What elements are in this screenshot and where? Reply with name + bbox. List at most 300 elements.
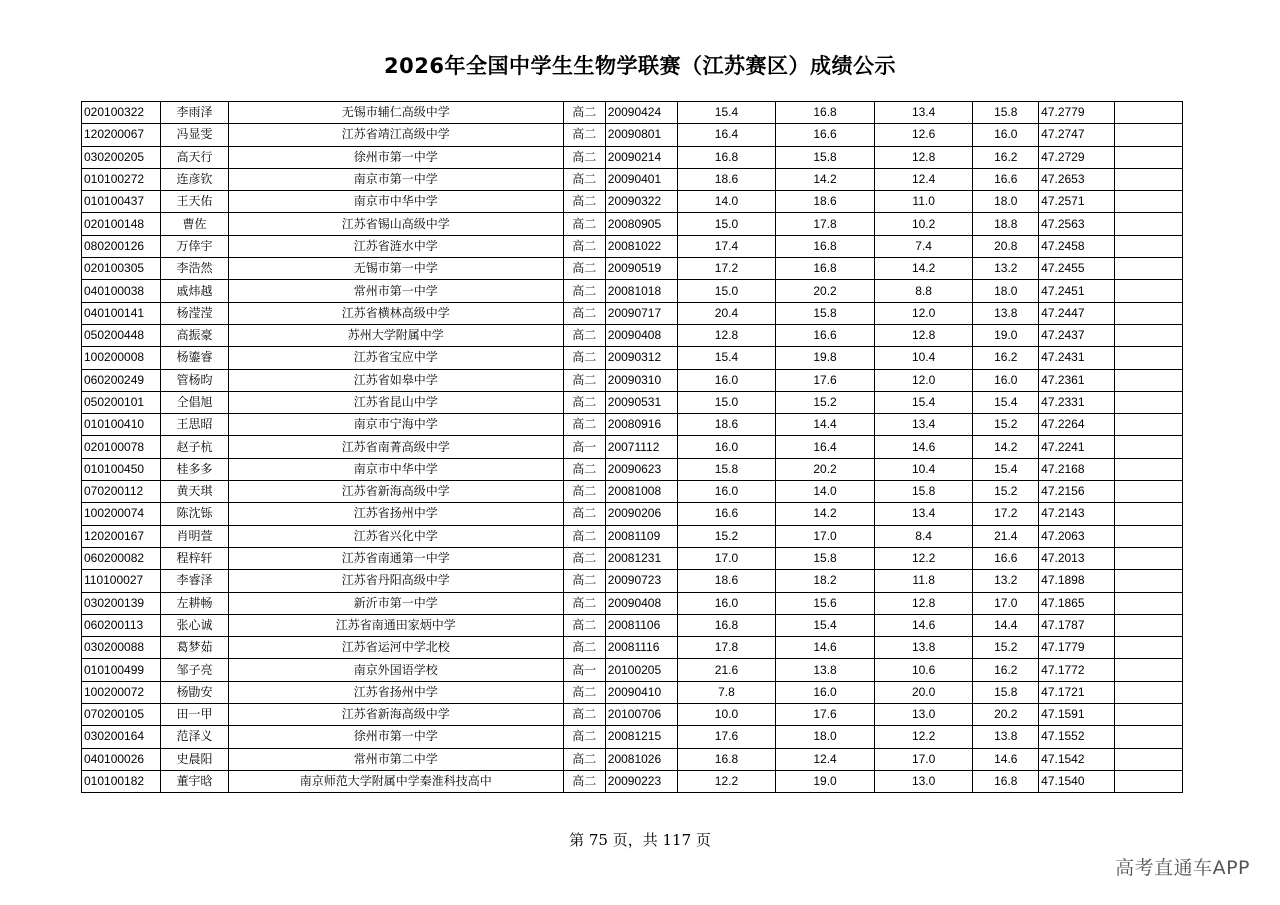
- score-3-cell: 14.6: [874, 614, 973, 636]
- table-row: [82, 614, 1183, 636]
- total-score-cell: 47.2729: [1039, 146, 1115, 168]
- score-1-cell: 17.8: [677, 637, 776, 659]
- exam-id-cell: 040100038: [82, 280, 161, 302]
- remark-cell: [1115, 324, 1183, 346]
- score-4-cell: 16.2: [973, 347, 1039, 369]
- total-score-cell: 47.1772: [1039, 659, 1115, 681]
- score-3-cell: 8.4: [874, 525, 973, 547]
- score-3-cell: 12.8: [874, 592, 973, 614]
- score-4-cell: 16.6: [973, 547, 1039, 569]
- remark-cell: [1115, 592, 1183, 614]
- score-1-cell: 20.4: [677, 302, 776, 324]
- exam-id-cell: 050200101: [82, 391, 161, 413]
- remark-cell: [1115, 302, 1183, 324]
- exam-id-cell: 100200074: [82, 503, 161, 525]
- score-2-cell: 16.0: [776, 681, 875, 703]
- table-row: [82, 748, 1183, 770]
- school-cell: 江苏省南通第一中学: [228, 547, 563, 569]
- remark-cell: [1115, 102, 1183, 124]
- score-3-cell: 12.0: [874, 369, 973, 391]
- birth-date-cell: 20090410: [605, 681, 677, 703]
- score-3-cell: 15.4: [874, 391, 973, 413]
- remark-cell: [1115, 458, 1183, 480]
- score-1-cell: 12.8: [677, 324, 776, 346]
- total-score-cell: 47.2437: [1039, 324, 1115, 346]
- total-score-cell: 47.1721: [1039, 681, 1115, 703]
- table-row: [82, 458, 1183, 480]
- score-2-cell: 17.0: [776, 525, 875, 547]
- score-1-cell: 16.8: [677, 614, 776, 636]
- score-2-cell: 16.8: [776, 235, 875, 257]
- score-1-cell: 16.6: [677, 503, 776, 525]
- exam-id-cell: 060200082: [82, 547, 161, 569]
- total-score-cell: 47.2063: [1039, 525, 1115, 547]
- score-3-cell: 7.4: [874, 235, 973, 257]
- table-row: [82, 547, 1183, 569]
- score-2-cell: 18.0: [776, 726, 875, 748]
- score-1-cell: 16.0: [677, 369, 776, 391]
- birth-date-cell: 20081109: [605, 525, 677, 547]
- score-4-cell: 18.0: [973, 280, 1039, 302]
- score-2-cell: 20.2: [776, 458, 875, 480]
- grade-cell: 高一: [563, 659, 605, 681]
- student-name-cell: 王天佑: [161, 191, 229, 213]
- score-4-cell: 14.4: [973, 614, 1039, 636]
- score-1-cell: 17.6: [677, 726, 776, 748]
- total-score-cell: 47.2241: [1039, 436, 1115, 458]
- birth-date-cell: 20081018: [605, 280, 677, 302]
- score-3-cell: 13.8: [874, 637, 973, 659]
- remark-cell: [1115, 547, 1183, 569]
- student-name-cell: 肖明萱: [161, 525, 229, 547]
- school-cell: 江苏省扬州中学: [228, 503, 563, 525]
- grade-cell: 高二: [563, 525, 605, 547]
- total-score-cell: 47.2431: [1039, 347, 1115, 369]
- score-4-cell: 17.0: [973, 592, 1039, 614]
- score-2-cell: 16.4: [776, 436, 875, 458]
- score-2-cell: 18.2: [776, 570, 875, 592]
- grade-cell: 高二: [563, 748, 605, 770]
- exam-id-cell: 040100141: [82, 302, 161, 324]
- remark-cell: [1115, 704, 1183, 726]
- grade-cell: 高二: [563, 681, 605, 703]
- table-row: [82, 191, 1183, 213]
- school-cell: 江苏省运河中学北校: [228, 637, 563, 659]
- results-table-body: [82, 102, 1183, 793]
- score-4-cell: 14.6: [973, 748, 1039, 770]
- score-1-cell: 10.0: [677, 704, 776, 726]
- score-1-cell: 17.2: [677, 258, 776, 280]
- table-row: [82, 570, 1183, 592]
- student-name-cell: 万倖宇: [161, 235, 229, 257]
- school-cell: 南京师范大学附属中学秦淮科技高中: [228, 770, 563, 792]
- birth-date-cell: 20090408: [605, 592, 677, 614]
- remark-cell: [1115, 146, 1183, 168]
- table-row: [82, 704, 1183, 726]
- score-2-cell: 14.4: [776, 414, 875, 436]
- exam-id-cell: 060200249: [82, 369, 161, 391]
- birth-date-cell: 20090206: [605, 503, 677, 525]
- grade-cell: 高二: [563, 481, 605, 503]
- total-score-cell: 47.2156: [1039, 481, 1115, 503]
- score-3-cell: 12.2: [874, 547, 973, 569]
- exam-id-cell: 030200139: [82, 592, 161, 614]
- remark-cell: [1115, 637, 1183, 659]
- table-row: [82, 324, 1183, 346]
- remark-cell: [1115, 436, 1183, 458]
- student-name-cell: 李睿泽: [161, 570, 229, 592]
- school-cell: 江苏省南菁高级中学: [228, 436, 563, 458]
- app-watermark: 高考直通车APP: [1115, 857, 1250, 879]
- birth-date-cell: 20090424: [605, 102, 677, 124]
- school-cell: 南京市中华中学: [228, 458, 563, 480]
- score-2-cell: 15.8: [776, 302, 875, 324]
- grade-cell: 高二: [563, 592, 605, 614]
- student-name-cell: 高天行: [161, 146, 229, 168]
- total-score-cell: 47.1591: [1039, 704, 1115, 726]
- score-2-cell: 16.8: [776, 102, 875, 124]
- exam-id-cell: 070200105: [82, 704, 161, 726]
- table-row: [82, 770, 1183, 792]
- total-score-cell: 47.1779: [1039, 637, 1115, 659]
- score-4-cell: 15.2: [973, 414, 1039, 436]
- student-name-cell: 葛梦茹: [161, 637, 229, 659]
- remark-cell: [1115, 124, 1183, 146]
- school-cell: 江苏省丹阳高级中学: [228, 570, 563, 592]
- remark-cell: [1115, 391, 1183, 413]
- remark-cell: [1115, 369, 1183, 391]
- score-1-cell: 15.4: [677, 347, 776, 369]
- score-3-cell: 8.8: [874, 280, 973, 302]
- exam-id-cell: 110100027: [82, 570, 161, 592]
- score-3-cell: 10.4: [874, 458, 973, 480]
- table-row: [82, 280, 1183, 302]
- table-row: [82, 235, 1183, 257]
- grade-cell: 高二: [563, 168, 605, 190]
- score-2-cell: 14.2: [776, 503, 875, 525]
- remark-cell: [1115, 681, 1183, 703]
- score-2-cell: 19.8: [776, 347, 875, 369]
- results-table: [81, 101, 1183, 793]
- exam-id-cell: 060200113: [82, 614, 161, 636]
- student-name-cell: 史晨阳: [161, 748, 229, 770]
- student-name-cell: 董宇晗: [161, 770, 229, 792]
- score-2-cell: 15.8: [776, 547, 875, 569]
- total-score-cell: 47.2168: [1039, 458, 1115, 480]
- score-3-cell: 10.2: [874, 213, 973, 235]
- exam-id-cell: 040100026: [82, 748, 161, 770]
- birth-date-cell: 20090623: [605, 458, 677, 480]
- table-row: [82, 213, 1183, 235]
- score-2-cell: 17.6: [776, 369, 875, 391]
- school-cell: 南京外国语学校: [228, 659, 563, 681]
- grade-cell: 高二: [563, 369, 605, 391]
- exam-id-cell: 020100322: [82, 102, 161, 124]
- student-name-cell: 桂多多: [161, 458, 229, 480]
- exam-id-cell: 080200126: [82, 235, 161, 257]
- student-name-cell: 杨勖安: [161, 681, 229, 703]
- total-score-cell: 47.2455: [1039, 258, 1115, 280]
- total-score-cell: 47.2143: [1039, 503, 1115, 525]
- total-score-cell: 47.1552: [1039, 726, 1115, 748]
- table-row: [82, 592, 1183, 614]
- score-3-cell: 12.6: [874, 124, 973, 146]
- score-4-cell: 16.0: [973, 369, 1039, 391]
- score-3-cell: 11.0: [874, 191, 973, 213]
- school-cell: 徐州市第一中学: [228, 146, 563, 168]
- score-1-cell: 14.0: [677, 191, 776, 213]
- remark-cell: [1115, 503, 1183, 525]
- student-name-cell: 黄天琪: [161, 481, 229, 503]
- total-score-cell: 47.2571: [1039, 191, 1115, 213]
- school-cell: 常州市第一中学: [228, 280, 563, 302]
- exam-id-cell: 010100450: [82, 458, 161, 480]
- table-row: [82, 258, 1183, 280]
- exam-id-cell: 030200164: [82, 726, 161, 748]
- score-2-cell: 15.4: [776, 614, 875, 636]
- score-2-cell: 15.6: [776, 592, 875, 614]
- table-row: [82, 637, 1183, 659]
- grade-cell: 高二: [563, 503, 605, 525]
- total-score-cell: 47.2563: [1039, 213, 1115, 235]
- page-title: 2026年全国中学生生物学联赛（江苏赛区）成绩公示: [384, 54, 896, 78]
- student-name-cell: 邹子亮: [161, 659, 229, 681]
- remark-cell: [1115, 748, 1183, 770]
- score-1-cell: 16.0: [677, 481, 776, 503]
- school-cell: 江苏省新海高级中学: [228, 481, 563, 503]
- remark-cell: [1115, 726, 1183, 748]
- score-4-cell: 13.2: [973, 258, 1039, 280]
- score-3-cell: 12.8: [874, 146, 973, 168]
- birth-date-cell: 20090214: [605, 146, 677, 168]
- school-cell: 江苏省横林高级中学: [228, 302, 563, 324]
- remark-cell: [1115, 770, 1183, 792]
- birth-date-cell: 20081215: [605, 726, 677, 748]
- score-4-cell: 19.0: [973, 324, 1039, 346]
- table-row: [82, 102, 1183, 124]
- exam-id-cell: 070200112: [82, 481, 161, 503]
- table-row: [82, 481, 1183, 503]
- total-score-cell: 47.2747: [1039, 124, 1115, 146]
- birth-date-cell: 20090401: [605, 168, 677, 190]
- score-2-cell: 16.8: [776, 258, 875, 280]
- score-2-cell: 16.6: [776, 124, 875, 146]
- remark-cell: [1115, 258, 1183, 280]
- score-4-cell: 16.0: [973, 124, 1039, 146]
- total-score-cell: 47.1865: [1039, 592, 1115, 614]
- total-score-cell: 47.2779: [1039, 102, 1115, 124]
- table-row: [82, 302, 1183, 324]
- score-4-cell: 16.8: [973, 770, 1039, 792]
- total-score-cell: 47.2264: [1039, 414, 1115, 436]
- student-name-cell: 范泽义: [161, 726, 229, 748]
- exam-id-cell: 020100305: [82, 258, 161, 280]
- score-4-cell: 13.8: [973, 302, 1039, 324]
- school-cell: 无锡市辅仁高级中学: [228, 102, 563, 124]
- grade-cell: 高二: [563, 124, 605, 146]
- table-row: [82, 436, 1183, 458]
- remark-cell: [1115, 191, 1183, 213]
- score-1-cell: 16.8: [677, 146, 776, 168]
- score-3-cell: 20.0: [874, 681, 973, 703]
- student-name-cell: 连彦钦: [161, 168, 229, 190]
- score-4-cell: 16.2: [973, 659, 1039, 681]
- student-name-cell: 曹佐: [161, 213, 229, 235]
- score-3-cell: 12.0: [874, 302, 973, 324]
- grade-cell: 高二: [563, 302, 605, 324]
- exam-id-cell: 010100272: [82, 168, 161, 190]
- remark-cell: [1115, 168, 1183, 190]
- school-cell: 江苏省涟水中学: [228, 235, 563, 257]
- grade-cell: 高二: [563, 637, 605, 659]
- birth-date-cell: 20090723: [605, 570, 677, 592]
- student-name-cell: 杨滢滢: [161, 302, 229, 324]
- grade-cell: 高二: [563, 235, 605, 257]
- exam-id-cell: 120200167: [82, 525, 161, 547]
- score-1-cell: 17.0: [677, 547, 776, 569]
- remark-cell: [1115, 614, 1183, 636]
- score-2-cell: 16.6: [776, 324, 875, 346]
- score-1-cell: 16.4: [677, 124, 776, 146]
- score-1-cell: 16.0: [677, 436, 776, 458]
- total-score-cell: 47.1898: [1039, 570, 1115, 592]
- score-3-cell: 13.4: [874, 414, 973, 436]
- birth-date-cell: 20090519: [605, 258, 677, 280]
- grade-cell: 高二: [563, 414, 605, 436]
- score-3-cell: 12.4: [874, 168, 973, 190]
- birth-date-cell: 20090801: [605, 124, 677, 146]
- score-1-cell: 15.0: [677, 280, 776, 302]
- score-2-cell: 14.0: [776, 481, 875, 503]
- school-cell: 新沂市第一中学: [228, 592, 563, 614]
- grade-cell: 高二: [563, 146, 605, 168]
- score-3-cell: 10.4: [874, 347, 973, 369]
- score-2-cell: 15.8: [776, 146, 875, 168]
- school-cell: 江苏省如皋中学: [228, 369, 563, 391]
- total-score-cell: 47.1542: [1039, 748, 1115, 770]
- birth-date-cell: 20090322: [605, 191, 677, 213]
- grade-cell: 高二: [563, 614, 605, 636]
- remark-cell: [1115, 525, 1183, 547]
- score-3-cell: 12.2: [874, 726, 973, 748]
- score-3-cell: 14.2: [874, 258, 973, 280]
- school-cell: 江苏省南通田家炳中学: [228, 614, 563, 636]
- birth-date-cell: 20081106: [605, 614, 677, 636]
- birth-date-cell: 20100706: [605, 704, 677, 726]
- score-2-cell: 17.6: [776, 704, 875, 726]
- table-row: [82, 347, 1183, 369]
- score-4-cell: 21.4: [973, 525, 1039, 547]
- score-3-cell: 15.8: [874, 481, 973, 503]
- score-2-cell: 20.2: [776, 280, 875, 302]
- score-4-cell: 18.0: [973, 191, 1039, 213]
- exam-id-cell: 030200205: [82, 146, 161, 168]
- grade-cell: 高一: [563, 436, 605, 458]
- remark-cell: [1115, 659, 1183, 681]
- table-row: [82, 391, 1183, 413]
- score-3-cell: 13.4: [874, 102, 973, 124]
- score-3-cell: 13.4: [874, 503, 973, 525]
- exam-id-cell: 100200072: [82, 681, 161, 703]
- birth-date-cell: 20090717: [605, 302, 677, 324]
- student-name-cell: 戚炜越: [161, 280, 229, 302]
- student-name-cell: 田一甲: [161, 704, 229, 726]
- birth-date-cell: 20090408: [605, 324, 677, 346]
- score-1-cell: 18.6: [677, 168, 776, 190]
- student-name-cell: 陈沈铄: [161, 503, 229, 525]
- score-3-cell: 10.6: [874, 659, 973, 681]
- school-cell: 南京市第一中学: [228, 168, 563, 190]
- student-name-cell: 李浩然: [161, 258, 229, 280]
- exam-id-cell: 010100437: [82, 191, 161, 213]
- exam-id-cell: 030200088: [82, 637, 161, 659]
- student-name-cell: 赵子杭: [161, 436, 229, 458]
- grade-cell: 高二: [563, 704, 605, 726]
- birth-date-cell: 20100205: [605, 659, 677, 681]
- score-1-cell: 15.8: [677, 458, 776, 480]
- birth-date-cell: 20081022: [605, 235, 677, 257]
- score-2-cell: 19.0: [776, 770, 875, 792]
- score-1-cell: 18.6: [677, 414, 776, 436]
- grade-cell: 高二: [563, 280, 605, 302]
- score-1-cell: 15.0: [677, 391, 776, 413]
- score-4-cell: 18.8: [973, 213, 1039, 235]
- score-2-cell: 13.8: [776, 659, 875, 681]
- birth-date-cell: 20081231: [605, 547, 677, 569]
- school-cell: 江苏省扬州中学: [228, 681, 563, 703]
- remark-cell: [1115, 481, 1183, 503]
- total-score-cell: 47.1540: [1039, 770, 1115, 792]
- score-4-cell: 15.4: [973, 458, 1039, 480]
- grade-cell: 高二: [563, 391, 605, 413]
- score-1-cell: 17.4: [677, 235, 776, 257]
- score-2-cell: 17.8: [776, 213, 875, 235]
- score-1-cell: 15.0: [677, 213, 776, 235]
- score-1-cell: 12.2: [677, 770, 776, 792]
- birth-date-cell: 20081116: [605, 637, 677, 659]
- score-2-cell: 15.2: [776, 391, 875, 413]
- total-score-cell: 47.2653: [1039, 168, 1115, 190]
- score-1-cell: 21.6: [677, 659, 776, 681]
- score-1-cell: 16.8: [677, 748, 776, 770]
- score-4-cell: 20.2: [973, 704, 1039, 726]
- score-3-cell: 14.6: [874, 436, 973, 458]
- student-name-cell: 冯显雯: [161, 124, 229, 146]
- exam-id-cell: 010100499: [82, 659, 161, 681]
- score-2-cell: 14.6: [776, 637, 875, 659]
- exam-id-cell: 010100182: [82, 770, 161, 792]
- total-score-cell: 47.2447: [1039, 302, 1115, 324]
- score-3-cell: 12.8: [874, 324, 973, 346]
- exam-id-cell: 100200008: [82, 347, 161, 369]
- grade-cell: 高二: [563, 770, 605, 792]
- exam-id-cell: 010100410: [82, 414, 161, 436]
- grade-cell: 高二: [563, 458, 605, 480]
- grade-cell: 高二: [563, 191, 605, 213]
- school-cell: 徐州市第一中学: [228, 726, 563, 748]
- score-4-cell: 14.2: [973, 436, 1039, 458]
- grade-cell: 高二: [563, 547, 605, 569]
- school-cell: 常州市第二中学: [228, 748, 563, 770]
- score-4-cell: 13.8: [973, 726, 1039, 748]
- school-cell: 江苏省宝应中学: [228, 347, 563, 369]
- total-score-cell: 47.2458: [1039, 235, 1115, 257]
- student-name-cell: 张心诚: [161, 614, 229, 636]
- school-cell: 苏州大学附属中学: [228, 324, 563, 346]
- total-score-cell: 47.2013: [1039, 547, 1115, 569]
- page-number: 第 75 页，共 117 页: [569, 831, 711, 849]
- student-name-cell: 管杨昀: [161, 369, 229, 391]
